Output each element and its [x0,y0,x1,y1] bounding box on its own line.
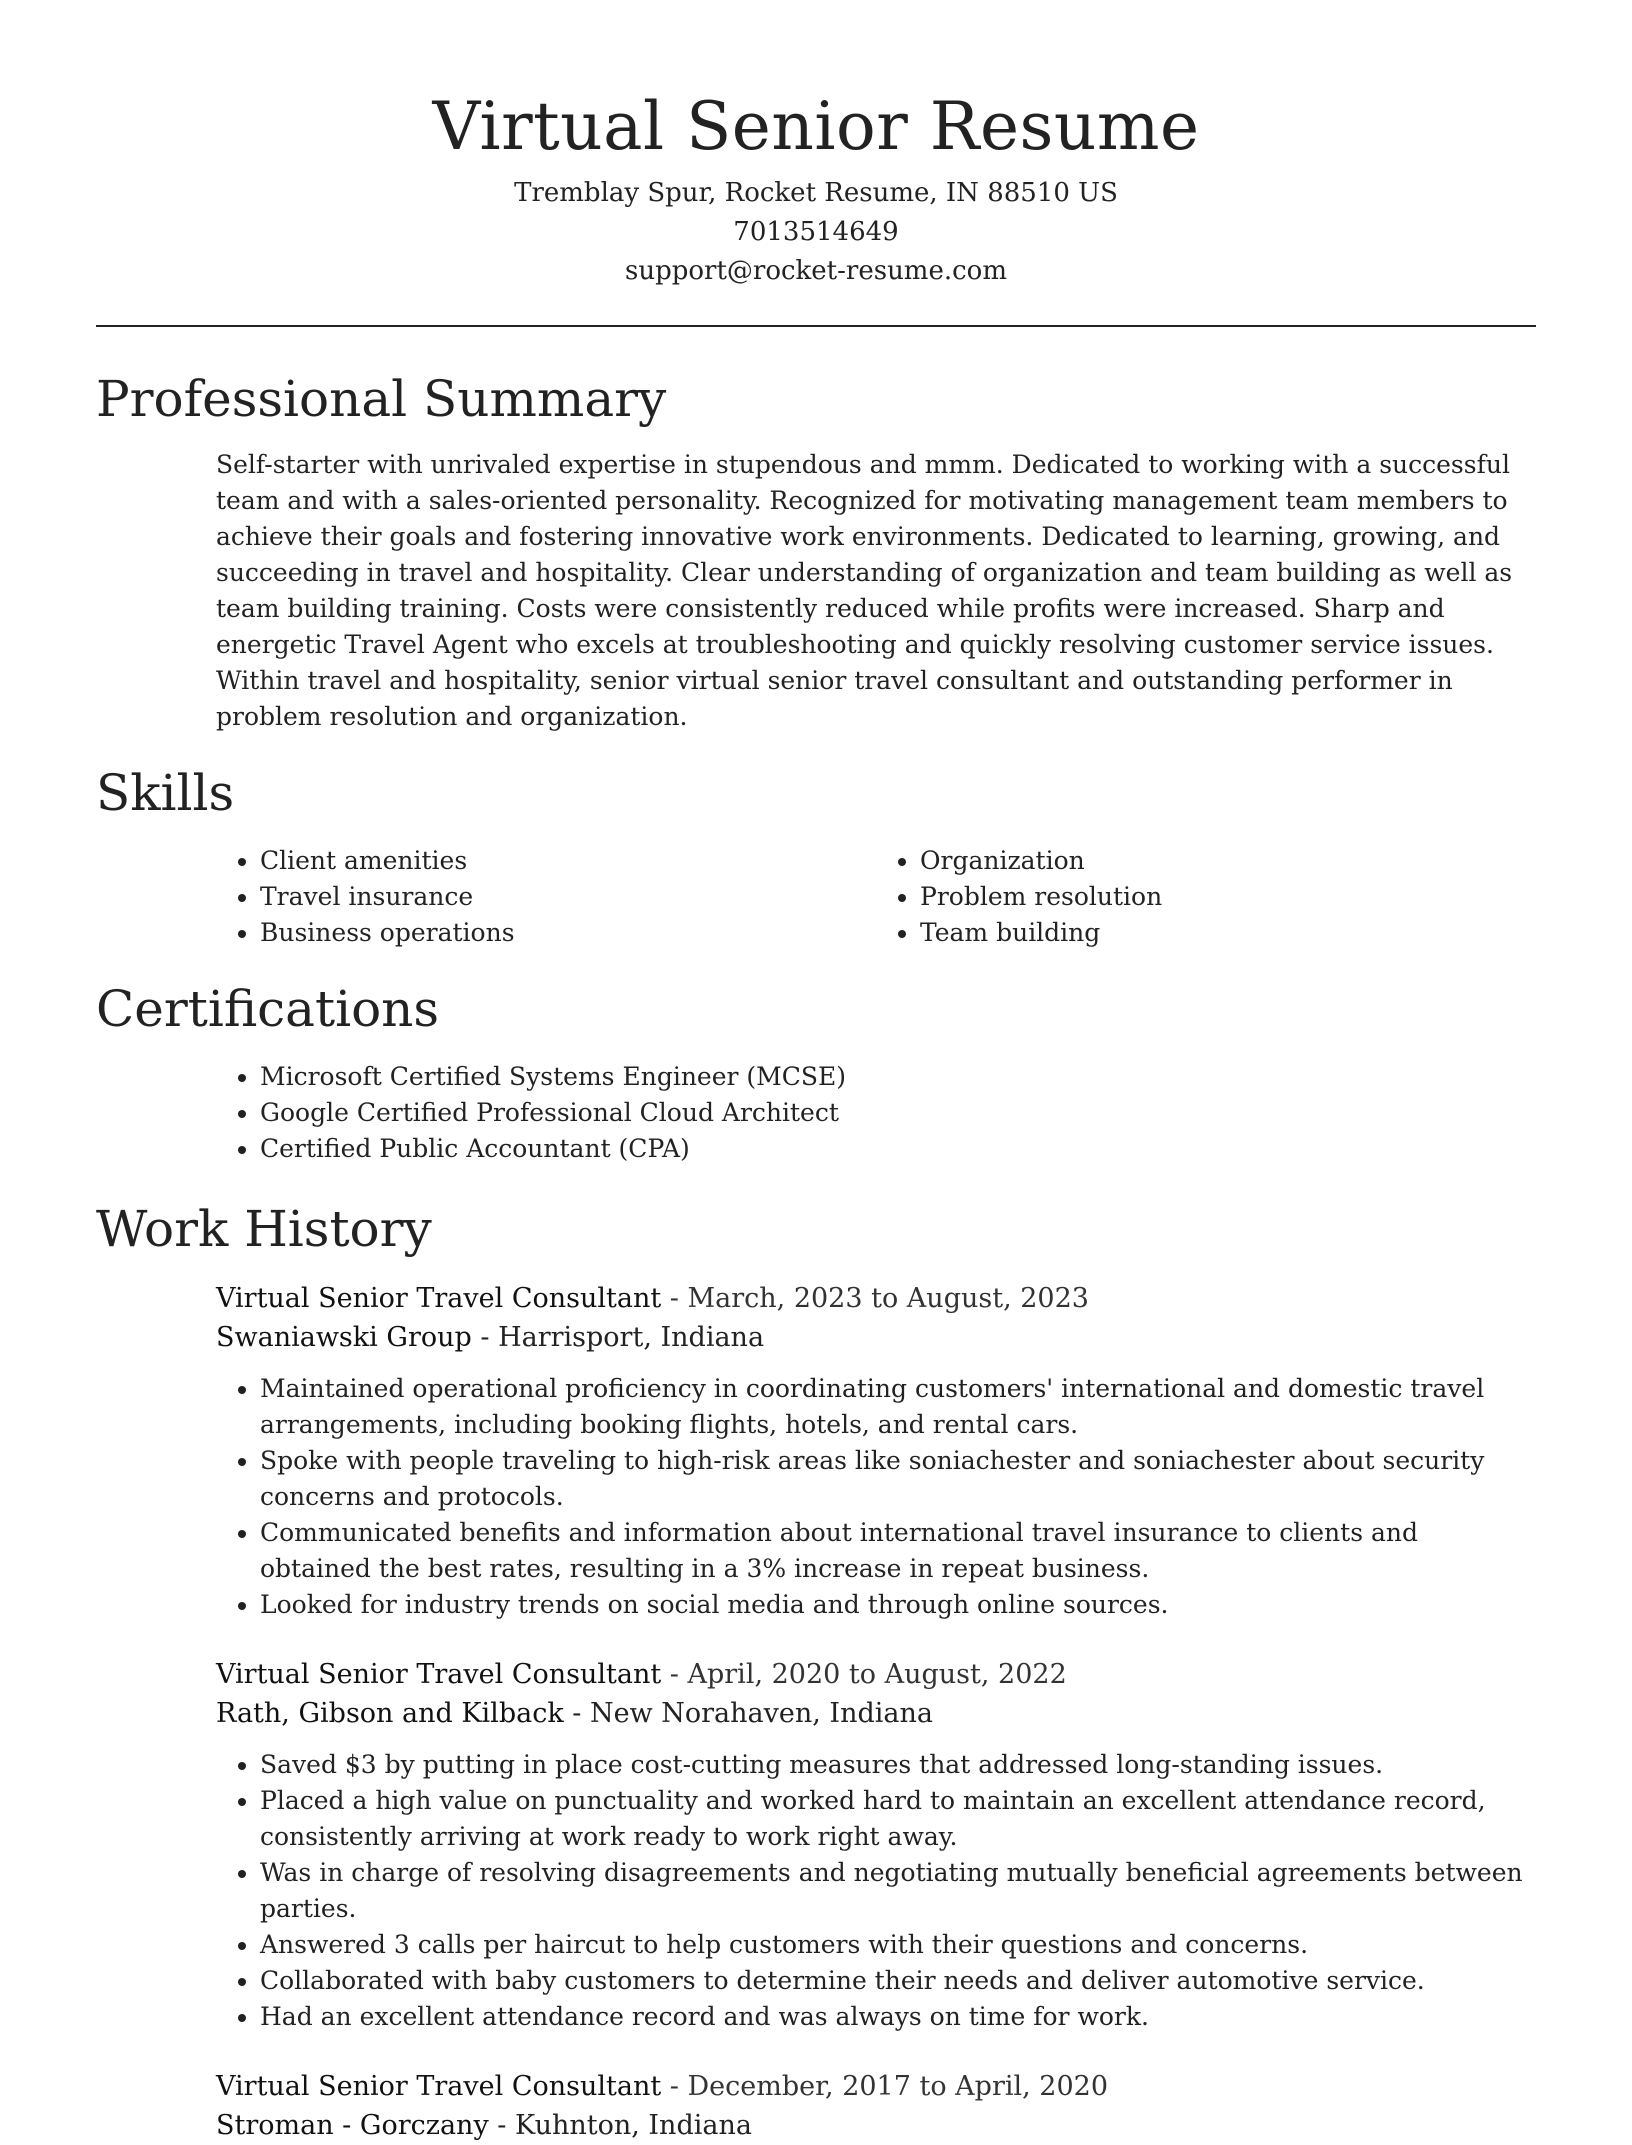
skill-item: • Team building [920,915,1536,951]
summary-text: Self-starter with unrivaled expertise in stupendous and mmm. Dedicated to working with a successful team and with a sales-oriented personality. Recognized for motivating management team members to achieve their goals and fostering innovative work environments. Dedicated to learning, growing, and succeeding in travel and hospitality. Clear understanding of organization and team building as well as team building training. Costs were consistently reduced while profits were increased. Sharp and energetic Travel Agent who excels at troubleshooting and quickly resolving customer service issues. Within travel and hospitality, senior virtual senior travel consultant and outstanding performer in problem resolution and organization. [216,450,1513,731]
job-role: Virtual Senior Travel Consultant [216,1283,662,1314]
skills-heading: Skills [96,764,235,822]
certifications-list [216,1059,1536,1167]
job-role: Virtual Senior Travel Consultant [216,1659,662,1690]
job-title-line [216,2067,1536,2106]
job-company-line [216,1694,1536,1733]
resume-name: Virtual Senior Resume [432,88,1200,165]
certification-item: • Google Certified Professional Cloud Architect [260,1095,1536,1131]
certifications-heading: Certifications [96,980,440,1038]
job-company: Rath, Gibson and Kilback [216,1698,564,1729]
skill-item: • Organization [920,843,1536,879]
job-bullets [216,1371,1536,1623]
job-bullet: • Collaborated with baby customers to determine their needs and deliver automotive service. [260,1963,1536,1999]
certification-item: • Microsoft Certified Systems Engineer (MCSE) [260,1059,1536,1095]
contact-address: Tremblay Spur, Rocket Resume, IN 88510 US [514,178,1118,208]
job-role: Virtual Senior Travel Consultant [216,2071,662,2102]
skill-item: • Client amenities [260,843,876,879]
job-bullet: • Looked for industry trends on social media and through online sources. [260,1587,1536,1623]
job-location: - Kuhnton, Indiana [488,2110,752,2141]
job-entry [216,1655,1536,2035]
job-bullet: • Was in charge of resolving disagreements and negotiating mutually beneficial agreements between parties. [260,1855,1536,1927]
job-bullet: • Communicated benefits and information about international travel insurance to clients and obtained the best rates, resulting in a 3% increase in repeat business. [260,1515,1536,1587]
contact-block [96,174,1536,291]
job-bullet: • Had an excellent attendance record and was always on time for work. [260,1999,1536,2035]
job-bullet: • Answered 3 calls per haircut to help customers with their questions and concerns. [260,1927,1536,1963]
contact-phone: 7013514649 [733,217,899,247]
job-bullet: • Maintained operational proficiency in coordinating customers' international and domestic travel arrangements, including booking flights, hotels, and rental cars. [260,1371,1536,1443]
job-dates: - April, 2020 to August, 2022 [661,1659,1067,1690]
skills-column-right [876,843,1536,951]
skills-column-left [216,843,876,951]
job-bullets [216,1747,1536,2035]
job-dates: - March, 2023 to August, 2023 [661,1283,1089,1314]
contact-email: support@rocket-resume.com [624,256,1007,286]
job-bullet: • Saved $3 by putting in place cost-cutting measures that addressed long-standing issues. [260,1747,1536,1783]
resume-page [96,0,1536,2145]
job-company-line [216,1318,1536,1357]
job-bullet: • Spoke with people traveling to high-risk areas like soniachester and soniachester about security concerns and protocols. [260,1443,1536,1515]
job-dates: - December, 2017 to April, 2020 [661,2071,1109,2102]
job-bullet: • Placed a high value on punctuality and worked hard to maintain an excellent attendance record, consistently arriving at work ready to work right away. [260,1783,1536,1855]
job-title-line [216,1279,1536,1318]
certification-item: • Certified Public Accountant (CPA) [260,1131,1536,1167]
job-company: Swaniawski Group [216,1322,472,1353]
job-entry [216,2067,1536,2145]
job-location: - New Norahaven, Indiana [563,1698,933,1729]
skill-item: • Business operations [260,915,876,951]
skills-grid [216,843,1536,951]
summary-heading: Professional Summary [96,370,667,428]
job-location: - Harrisport, Indiana [471,1322,765,1353]
skill-item: • Problem resolution [920,879,1536,915]
header-divider [96,325,1536,327]
job-title-line [216,1655,1536,1694]
work-history-heading: Work History [96,1200,432,1258]
skill-item: • Travel insurance [260,879,876,915]
job-entry [216,1279,1536,1623]
resume-header [96,0,1536,291]
job-company: Stroman - Gorczany [216,2110,489,2141]
